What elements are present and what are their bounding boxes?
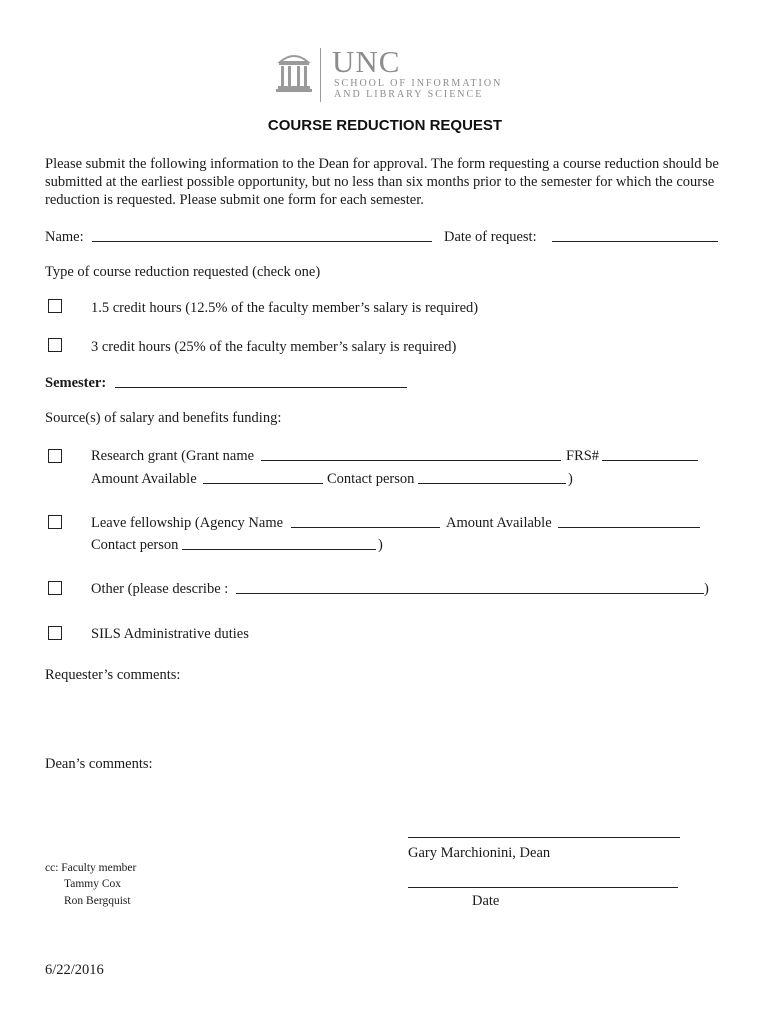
sils-admin-checkbox[interactable] — [48, 626, 62, 640]
logo-school-line-1: SCHOOL OF INFORMATION — [334, 78, 503, 89]
research-grant-contact-label: Contact person — [327, 471, 415, 487]
reduction-type-prompt: Type of course reduction requested (check one) — [45, 264, 321, 280]
cc-name-tammy: Tammy Cox — [64, 878, 122, 890]
dean-signature-line[interactable] — [408, 837, 680, 838]
semester-field[interactable] — [115, 387, 407, 388]
leave-fellowship-close-paren: ) — [378, 537, 383, 553]
leave-fellowship-amount-field[interactable] — [558, 527, 700, 528]
semester-label: Semester: — [45, 375, 107, 391]
other-description-field[interactable] — [236, 593, 704, 594]
date-of-request-field[interactable] — [552, 241, 718, 242]
intro-paragraph: Please submit the following information to the Dean for approval. The form requesting a course reduction should be submitted at the earliest possible opportunity, but no less than six months prior to the semester for which the course reduction is requested. Please submit one form for each semester. — [45, 156, 719, 208]
grant-name-field[interactable] — [261, 460, 561, 461]
reduction-option-1-label: 1.5 credit hours (12.5% of the faculty member’s salary is required) — [91, 300, 479, 316]
dean-name: Gary Marchionini, Dean — [408, 845, 551, 861]
research-grant-amount-label: Amount Available — [91, 471, 197, 487]
research-grant-close-paren: ) — [568, 471, 573, 487]
leave-fellowship-contact-label: Contact person — [91, 537, 179, 553]
date-signature-line[interactable] — [408, 887, 678, 888]
other-checkbox[interactable] — [48, 581, 62, 595]
date-of-request-label: Date of request: — [444, 229, 537, 245]
reduction-option-2-label: 3 credit hours (25% of the faculty member’s salary is required) — [91, 339, 457, 355]
requester-comments-label: Requester’s comments: — [45, 667, 181, 683]
form-title: COURSE REDUCTION REQUEST — [267, 117, 503, 134]
name-field[interactable] — [92, 241, 432, 242]
leave-fellowship-label: Leave fellowship (Agency Name — [91, 515, 284, 531]
other-close-paren: ) — [704, 581, 709, 597]
agency-name-field[interactable] — [291, 527, 440, 528]
cc-name-ron: Ron Bergquist — [64, 895, 131, 907]
leave-fellowship-checkbox[interactable] — [48, 515, 62, 529]
research-grant-label: Research grant (Grant name — [91, 448, 255, 464]
unc-old-well-logo-icon — [276, 50, 312, 92]
leave-fellowship-contact-field[interactable] — [182, 549, 376, 550]
requester-comments-area[interactable] — [45, 688, 725, 748]
logo-divider — [320, 48, 321, 102]
reduction-option-2-checkbox[interactable] — [48, 338, 62, 352]
cc-label: cc: Faculty member — [45, 862, 137, 874]
other-label: Other (please describe : — [91, 581, 229, 597]
funding-prompt: Source(s) of salary and benefits funding: — [45, 410, 282, 426]
research-grant-checkbox[interactable] — [48, 449, 62, 463]
logo-unc-wordmark: UNC — [332, 44, 401, 79]
frs-label: FRS# — [566, 448, 600, 464]
sils-admin-label: SILS Administrative duties — [91, 626, 249, 642]
logo-school-line-2: AND LIBRARY SCIENCE — [334, 89, 484, 100]
footer-date: 6/22/2016 — [45, 962, 104, 978]
dean-comments-area[interactable] — [45, 777, 725, 832]
reduction-option-1-checkbox[interactable] — [48, 299, 62, 313]
name-label: Name: — [45, 229, 84, 245]
research-grant-contact-field[interactable] — [418, 483, 566, 484]
dean-comments-label: Dean’s comments: — [45, 756, 153, 772]
date-label: Date — [472, 893, 500, 909]
leave-fellowship-amount-label: Amount Available — [446, 515, 552, 531]
research-grant-amount-field[interactable] — [203, 483, 323, 484]
frs-field[interactable] — [602, 460, 698, 461]
